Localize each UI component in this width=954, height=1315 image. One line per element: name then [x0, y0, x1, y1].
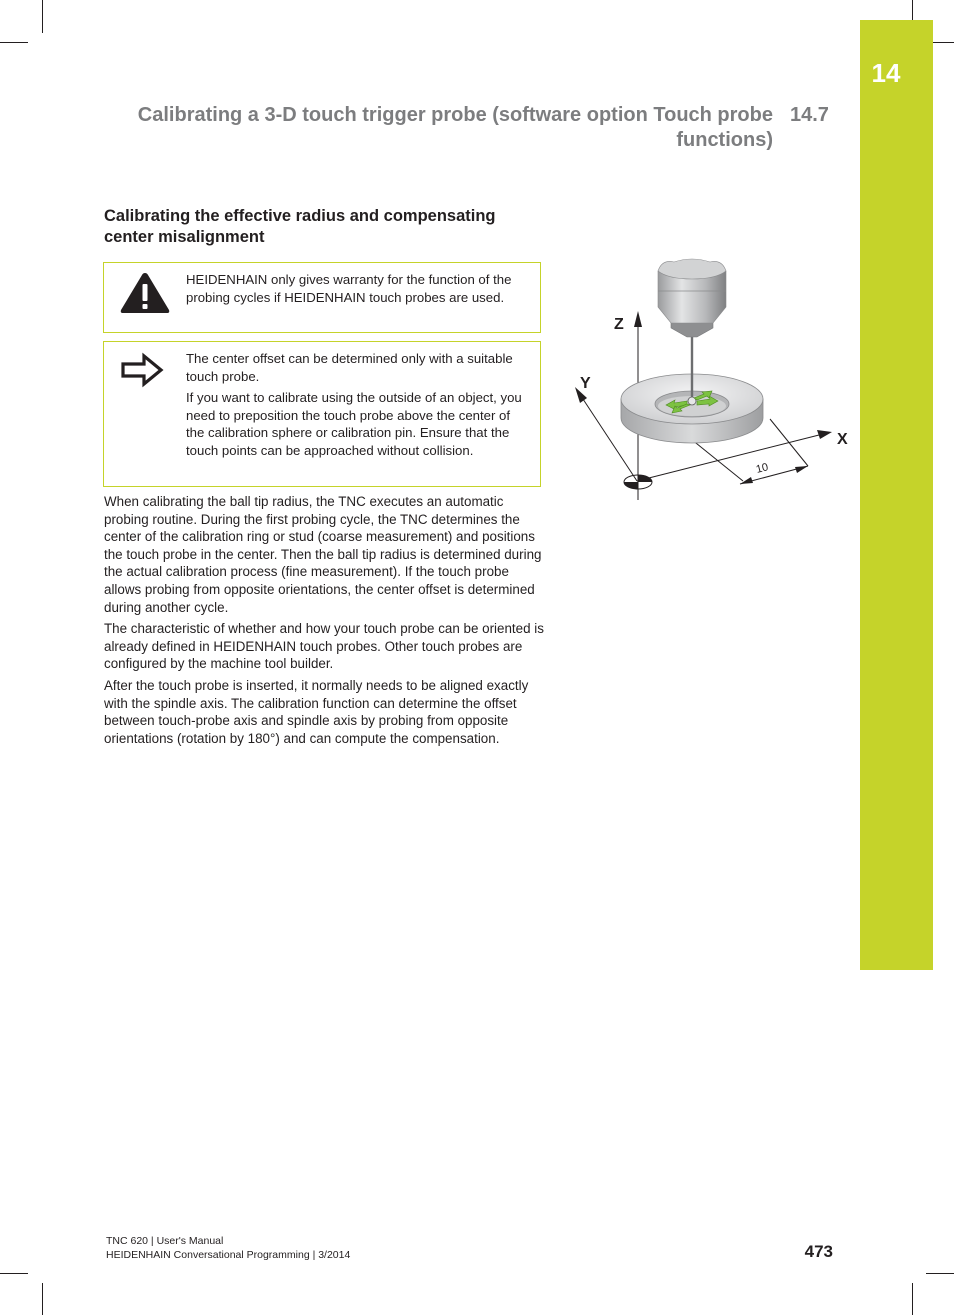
x-axis-arrowhead [817, 430, 832, 439]
arrow-right-icon [118, 352, 166, 388]
footer-line2: HEIDENHAIN Conversational Programming | 3/2014 [106, 1249, 351, 1261]
crop-mark [0, 42, 28, 43]
running-title-line1: Calibrating a 3-D touch trigger probe (software option Touch probe [137, 104, 773, 126]
chapter-tab [860, 20, 933, 970]
crop-mark [0, 1273, 28, 1274]
chapter-number: 14 [871, 58, 901, 88]
crop-mark [912, 0, 913, 20]
running-title-line2: functions) [676, 129, 773, 151]
crop-mark [926, 1273, 954, 1274]
tip-paragraph-1: The center offset can be determined only with a suitable touch probe. [186, 351, 513, 384]
footer [106, 1234, 350, 1262]
crop-mark [42, 0, 43, 33]
section-heading [104, 206, 544, 248]
body-paragraph-3: After the touch probe is inserted, it normally needs to be aligned exactly with the spindle axis. The calibration function can determine the offset between touch-probe axis and spindle axis by probing from opposite orientations (rotation by 180°) and can compute the compensation. [104, 677, 529, 746]
section-heading-line1: Calibrating the effective radius and compensating [104, 207, 496, 225]
tip-paragraph-2: If you want to calibrate using the outside of an object, you need to preposition the touch probe above the center of the calibration sphere or calibration pin. Ensure that the touch points can be approached without collision. [186, 390, 522, 458]
axis-label-y: Y [580, 375, 591, 392]
calibration-ring-figure [570, 255, 860, 510]
dimension-arrowhead [795, 466, 808, 473]
warning-note [103, 262, 541, 333]
warning-icon [118, 271, 172, 315]
body-paragraph-2: The characteristic of whether and how your touch probe can be oriented is already defined in HEIDENHAIN touch probes. Other touch probes are configured by the machine tool builder. [104, 621, 544, 672]
axis-label-z: Z [614, 316, 624, 333]
section-number: 14.7 [790, 104, 829, 126]
dimension-label: 10 [754, 461, 770, 476]
body-text [104, 493, 546, 751]
body-paragraph-1: When calibrating the ball tip radius, the TNC executes an automatic probing routine. During the first probing cycle, the TNC determines the center of the calibration ring or stud (coarse measurement) and positions the touch probe in the center. Then the ball tip radius is determined during the actual calibration process (fine measurement). If the touch probe allows probing from opposite orientations, the center offset is determined during another cycle. [104, 494, 542, 615]
footer-line1: TNC 620 | User's Manual [106, 1235, 224, 1247]
axis-label-x: X [837, 431, 848, 448]
tip-note [103, 341, 541, 487]
section-heading-line2: center misalignment [104, 228, 265, 246]
tip-text [186, 350, 530, 464]
page-number: 473 [804, 1242, 833, 1261]
crop-mark [912, 1283, 913, 1315]
running-title [100, 103, 773, 153]
z-axis-arrowhead [634, 311, 642, 327]
origin-symbol [624, 475, 652, 489]
warning-text: HEIDENHAIN only gives warranty for the function of the probing cycles if HEIDENHAIN touch probes are used. [186, 272, 512, 305]
crop-mark [42, 1283, 43, 1315]
